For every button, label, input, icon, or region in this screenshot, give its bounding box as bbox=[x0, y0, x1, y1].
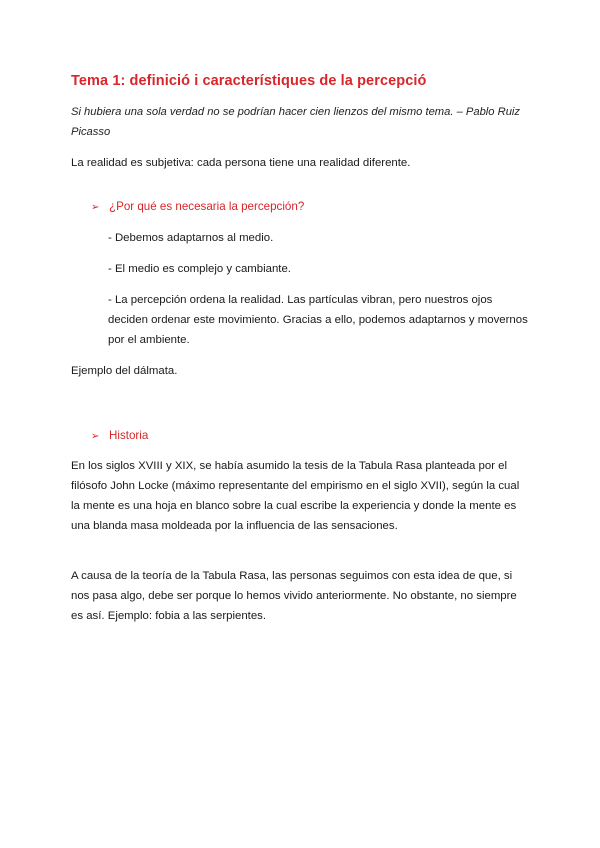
epigraph-quote: Si hubiera una sola verdad no se podrían hacer cien lienzos del mismo tema. – Pablo Ruiz Picasso bbox=[71, 106, 520, 138]
example-paragraph: Ejemplo del dálmata. bbox=[71, 365, 178, 377]
history-paragraph: A causa de la teoría de la Tabula Rasa, las personas seguimos con esta idea de que, si nos pasa algo, debe ser porque lo hemos vivido anteriormente. No obstante, no siempre es así. Ejemplo: fobia a las serpientes. bbox=[71, 570, 517, 622]
list-item: - La percepción ordena la realidad. Las partículas vibran, pero nuestros ojos deciden ordenar este movimiento. Gracias a ello, podemos adaptarnos y movernos por el ambiente. bbox=[108, 294, 528, 346]
arrow-bullet-icon: ➢ bbox=[91, 431, 100, 442]
arrow-bullet-icon: ➢ bbox=[91, 202, 100, 213]
section-heading-percepcion bbox=[91, 200, 304, 213]
section-heading-historia bbox=[91, 429, 148, 442]
list-item: - Debemos adaptarnos al medio. bbox=[108, 232, 274, 244]
history-paragraph: En los siglos XVIII y XIX, se había asumido la tesis de la Tabula Rasa planteada por el filósofo John Locke (máximo representante del empirismo en el siglo XVII), según la cual la mente es una hoja en blanco sobre la cual escribe la experiencia y donde la mente es una blanda masa moldeada por la influencia de las sensaciones. bbox=[71, 460, 520, 532]
intro-paragraph: La realidad es subjetiva: cada persona tiene una realidad diferente. bbox=[71, 157, 411, 169]
page-title: Tema 1: definició i característiques de la percepció bbox=[71, 73, 427, 89]
list-item: - El medio es complejo y cambiante. bbox=[108, 263, 291, 275]
section-heading-label: Historia bbox=[109, 429, 149, 442]
section-heading-label: ¿Por qué es necesaria la percepción? bbox=[109, 200, 305, 213]
